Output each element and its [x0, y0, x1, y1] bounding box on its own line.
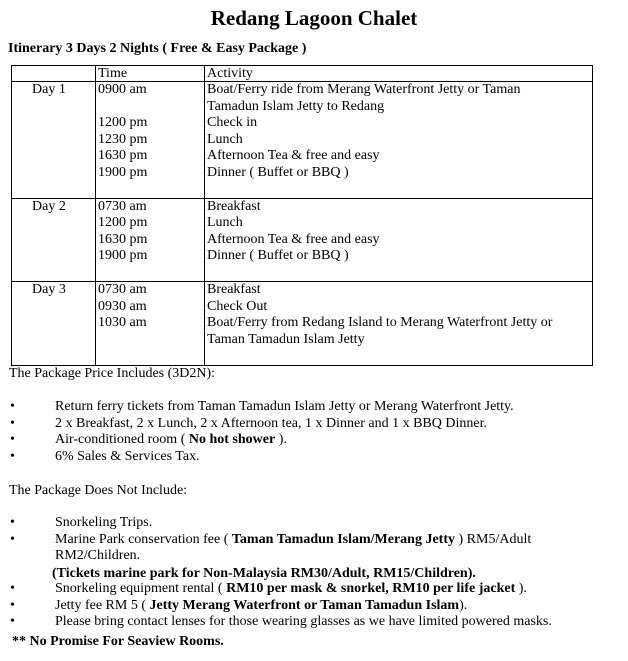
item-text: RM2/Children. [55, 548, 141, 563]
day-label: Day 1 [12, 82, 96, 199]
time-cell [96, 282, 205, 366]
activity-text: Dinner ( Buffet or BBQ ) [207, 164, 349, 180]
itinerary-subtitle: Itinerary 3 Days 2 Nights ( Free & Easy Package ) [8, 41, 307, 56]
activity-cell [205, 198, 593, 282]
item-text: Jetty fee RM 5 ( [55, 597, 150, 613]
time-value: 0930 am [98, 298, 147, 314]
item-line [55, 548, 552, 565]
time-value: 1230 pm [98, 131, 148, 147]
header-cell-day [12, 66, 96, 82]
bullet-icon: • [10, 432, 15, 447]
activity-text: Tamadun Islam Jetty to Redang [207, 98, 385, 114]
item-text: Please bring contact lenses for those wearing glasses as we have limited powered masks. [55, 614, 552, 629]
item-line [55, 532, 552, 549]
excludes-item [0, 598, 552, 615]
activity-text: Boat/Ferry from Redang Island to Merang Waterfront Jetty or [207, 315, 553, 330]
bullet-icon: • [10, 581, 15, 596]
time-value: 1030 am [98, 315, 147, 330]
activity-text: Lunch [207, 215, 243, 230]
bullet-icon: • [10, 614, 15, 629]
table-header-row [12, 66, 593, 82]
activity-cell [205, 82, 593, 199]
item-text: ). [275, 432, 287, 447]
activity-text: Check in [207, 115, 258, 130]
item-text: Snorkeling equipment rental ( [55, 581, 227, 596]
item-text: Marine Park conservation fee ( [55, 531, 232, 547]
bold-text: No hot shower [188, 432, 276, 447]
time-value: 0730 am [98, 282, 147, 297]
bullet-icon: • [10, 597, 15, 613]
document-title: Redang Lagoon Chalet [210, 6, 418, 30]
includes-item [0, 416, 514, 433]
includes-item [0, 449, 514, 466]
activity-text: Lunch [207, 131, 243, 147]
activity-text: Breakfast [207, 198, 261, 214]
excludes-item [0, 581, 552, 598]
itinerary-table [11, 65, 593, 366]
item-text: ). [459, 597, 468, 613]
time-value: 1900 pm [98, 164, 148, 180]
excludes-heading: The Package Does Not Include: [9, 483, 188, 498]
item-text: 6% Sales & Services Tax. [55, 448, 200, 464]
marine-park-note: (Tickets marine park for Non-Malaysia RM30/Adult, RM15/Children). [52, 566, 476, 581]
bullet-icon: • [10, 531, 15, 547]
item-text: Air-conditioned room ( [55, 432, 189, 447]
activity-text: Check Out [207, 298, 268, 314]
day-label: Day 2 [12, 198, 96, 282]
time-value: 1200 pm [98, 115, 148, 130]
bold-text: Jetty Merang Waterfront or Taman Tamadun Islam [149, 597, 460, 613]
bullet-icon: • [10, 515, 15, 530]
day-label: Day 3 [12, 282, 96, 366]
excludes-item [0, 614, 552, 631]
bullet-icon: • [10, 399, 15, 414]
bold-text: RM10 per mask & snorkel, RM10 per life jacket [226, 581, 516, 596]
time-value: 0730 am [98, 198, 147, 214]
includes-item [0, 432, 514, 449]
includes-heading: The Package Price Includes (3D2N): [9, 366, 216, 381]
header-cell-activity: Activity [205, 66, 593, 82]
item-line [55, 598, 552, 615]
seaview-footer-note: ** No Promise For Seaview Rooms. [12, 634, 224, 649]
activity-text: Taman Tamadun Islam Jetty [207, 331, 365, 347]
item-line [55, 614, 552, 631]
time-value: 1630 pm [98, 231, 148, 247]
itinerary-day-row [12, 82, 593, 199]
activity-text: Breakfast [207, 282, 261, 297]
item-text: 2 x Breakfast, 2 x Lunch, 2 x Afternoon tea, 1 x Dinner and 1 x BBQ Dinner. [55, 415, 487, 431]
item-line [55, 515, 552, 532]
activity-text: Boat/Ferry ride from Merang Waterfront Jetty or Taman [207, 82, 521, 97]
time-value: 1200 pm [98, 215, 148, 230]
item-text: Return ferry tickets from Taman Tamadun Islam Jetty or Merang Waterfront Jetty. [55, 399, 514, 414]
activity-text: Dinner ( Buffet or BBQ ) [207, 248, 349, 263]
activity-cell [205, 282, 593, 366]
item-line [55, 581, 552, 598]
includes-item [0, 399, 514, 416]
time-value: 1630 pm [98, 148, 148, 163]
bullet-icon: • [10, 448, 15, 464]
excludes-item [0, 515, 552, 532]
bold-text: Taman Tamadun Islam/Merang Jetty [231, 531, 455, 547]
item-text: ) RM5/Adult [455, 531, 532, 547]
header-cell-time: Time [96, 66, 205, 82]
time-cell [96, 82, 205, 199]
time-value: 1900 pm [98, 248, 148, 263]
bullet-icon: • [10, 415, 15, 431]
time-cell [96, 198, 205, 282]
activity-text: Afternoon Tea & free and easy [207, 148, 380, 163]
includes-list [0, 399, 514, 465]
time-value: 0900 am [98, 82, 147, 97]
itinerary-day-row [12, 282, 593, 366]
item-text: ). [515, 581, 527, 596]
activity-text: Afternoon Tea & free and easy [207, 231, 380, 247]
itinerary-day-row [12, 198, 593, 282]
item-text: Snorkeling Trips. [55, 515, 153, 530]
